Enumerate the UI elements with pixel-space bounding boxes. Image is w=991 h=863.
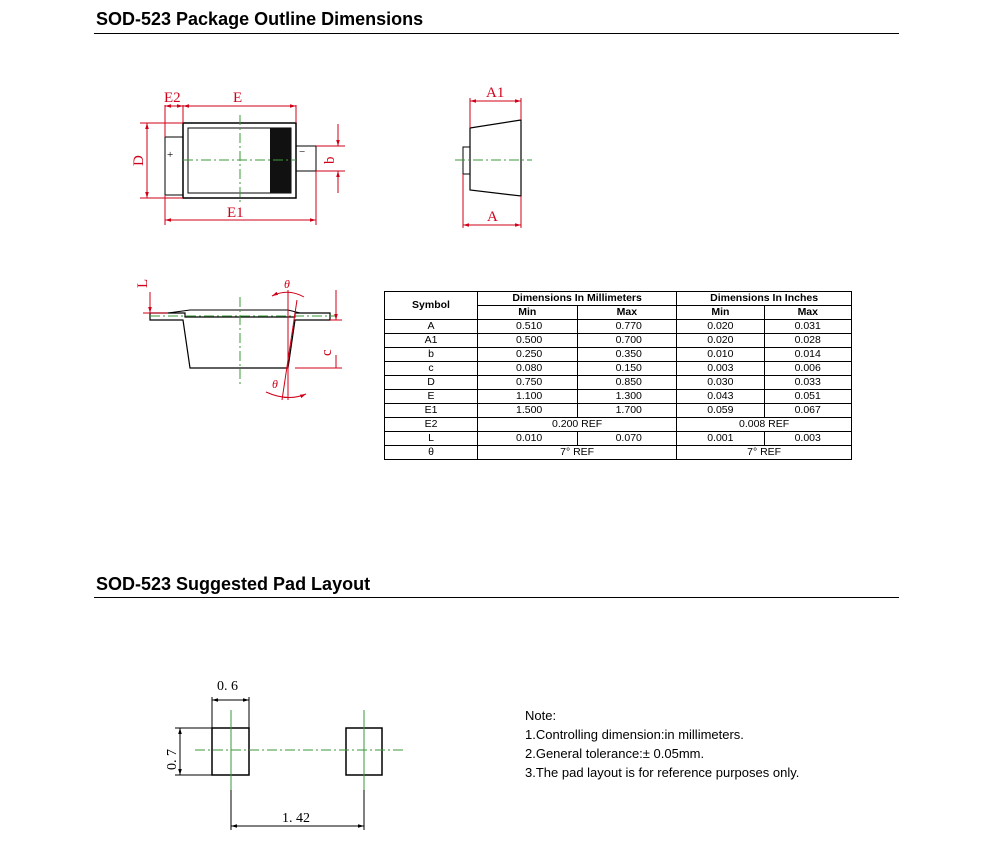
col-in-min: Min: [677, 306, 764, 320]
cell: 0.020: [677, 320, 764, 334]
label-d: D: [131, 155, 147, 166]
cell: E1: [385, 404, 478, 418]
cell: A1: [385, 334, 478, 348]
note-3: 3.The pad layout is for reference purposes only.: [525, 765, 800, 780]
cell: 0.043: [677, 390, 764, 404]
cell: 0.200 REF: [478, 418, 677, 432]
cell: 0.010: [677, 348, 764, 362]
cell: 1.700: [577, 404, 677, 418]
cell: 0.350: [577, 348, 677, 362]
top-view: [131, 90, 345, 225]
col-mm-min: Min: [478, 306, 578, 320]
table-row: [385, 432, 852, 446]
minus-mark: −: [299, 146, 306, 158]
cell: 7° REF: [677, 446, 852, 460]
cell: 0.850: [577, 376, 677, 390]
cell: E: [385, 390, 478, 404]
cell: 0.001: [677, 432, 764, 446]
cell: 0.010: [478, 432, 578, 446]
package-outline-title: SOD-523 Package Outline Dimensions: [96, 9, 424, 29]
notes-title: Note:: [525, 708, 557, 723]
table-row: [385, 320, 852, 334]
cell: 0.750: [478, 376, 578, 390]
cell: 0.070: [577, 432, 677, 446]
col-mm: Dimensions In Millimeters: [478, 292, 677, 306]
note-2: 2.General tolerance:± 0.05mm.: [525, 746, 705, 761]
cell: 0.003: [677, 362, 764, 376]
label-l: L: [135, 278, 151, 288]
plus-mark: +: [167, 149, 174, 161]
cell: c: [385, 362, 478, 376]
cell: 1.300: [577, 390, 677, 404]
cell: 0.028: [764, 334, 851, 348]
label-b: b: [322, 156, 338, 164]
pad-height-label: 0. 7: [165, 749, 180, 770]
cell: 0.250: [478, 348, 578, 362]
table-row: [385, 404, 852, 418]
cell: 1.500: [478, 404, 578, 418]
col-in-max: Max: [764, 306, 851, 320]
table-row: [385, 348, 852, 362]
label-a: A: [487, 209, 498, 225]
cell: 0.014: [764, 348, 851, 362]
dimensions-table: [384, 291, 852, 460]
table-row: [385, 362, 852, 376]
cell: L: [385, 432, 478, 446]
cell: θ: [385, 446, 478, 460]
table-row: [385, 334, 852, 348]
label-e: E: [233, 90, 243, 106]
table-row: [385, 376, 852, 390]
cell: 0.033: [764, 376, 851, 390]
end-view: [135, 277, 342, 400]
pad-layout-title: SOD-523 Suggested Pad Layout: [96, 574, 371, 594]
col-symbol: Symbol: [385, 292, 478, 320]
cell: 0.059: [677, 404, 764, 418]
cell: 0.008 REF: [677, 418, 852, 432]
col-in: Dimensions In Inches: [677, 292, 852, 306]
cell: 0.051: [764, 390, 851, 404]
label-e1: E1: [227, 205, 244, 221]
cell: 0.003: [764, 432, 851, 446]
label-e2: E2: [164, 90, 181, 106]
cell: 0.030: [677, 376, 764, 390]
table-header-row: [385, 292, 852, 306]
label-c: c: [319, 349, 335, 356]
note-1: 1.Controlling dimension:in millimeters.: [525, 727, 744, 742]
cell: 0.510: [478, 320, 578, 334]
cell: 0.150: [577, 362, 677, 376]
cell: D: [385, 376, 478, 390]
cell: E2: [385, 418, 478, 432]
cell: 0.700: [577, 334, 677, 348]
cell: 0.500: [478, 334, 578, 348]
cell: 0.006: [764, 362, 851, 376]
table-row: [385, 390, 852, 404]
cell: b: [385, 348, 478, 362]
cell: 0.031: [764, 320, 851, 334]
col-mm-max: Max: [577, 306, 677, 320]
side-view: [455, 85, 532, 228]
cell: 0.080: [478, 362, 578, 376]
pad-pitch-label: 1. 42: [282, 811, 310, 826]
cell: 1.100: [478, 390, 578, 404]
cell: A: [385, 320, 478, 334]
pad-width-label: 0. 6: [217, 679, 238, 694]
cell: 7° REF: [478, 446, 677, 460]
table-row: [385, 418, 852, 432]
table-row: [385, 446, 852, 460]
label-a1: A1: [486, 85, 505, 101]
cell: 0.020: [677, 334, 764, 348]
pad-layout-drawing: [165, 679, 403, 830]
label-theta-bottom: θ: [272, 377, 278, 391]
cell: 0.067: [764, 404, 851, 418]
cell: 0.770: [577, 320, 677, 334]
notes-block: [525, 706, 799, 782]
label-theta-top: θ: [284, 277, 290, 291]
